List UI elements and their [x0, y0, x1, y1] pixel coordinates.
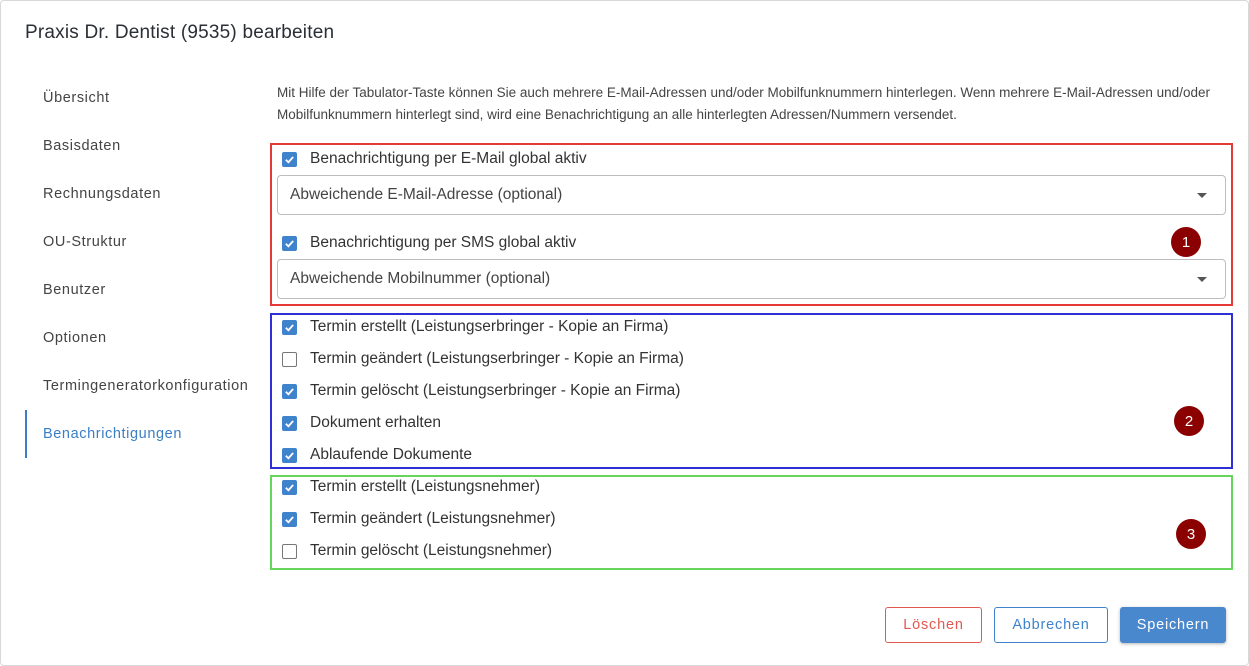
sms-global-checkbox-row[interactable] [282, 231, 576, 255]
annotation-marker-1: 1 [1171, 227, 1201, 257]
sidebar-item-rechnungsdaten[interactable]: Rechnungsdaten [43, 186, 162, 202]
sidebar-nav [25, 74, 261, 458]
sidebar-item-ou-struktur[interactable]: OU-Struktur [43, 234, 127, 250]
save-button[interactable]: Speichern [1120, 607, 1226, 643]
checkbox-checked-icon[interactable] [282, 236, 297, 251]
notification-label: Termin erstellt (Leistungsnehmer) [310, 478, 541, 495]
dialog-title: Praxis Dr. Dentist (9535) bearbeiten [25, 22, 335, 43]
notification-label: Dokument erhalten [310, 414, 441, 431]
notification-label: Termin gelöscht (Leistungsnehmer) [310, 542, 553, 559]
annotation-marker-3: 3 [1176, 519, 1206, 549]
caret-down-icon [1197, 193, 1207, 198]
checkbox-unchecked-icon[interactable] [282, 352, 297, 367]
sidebar-item-uebersicht[interactable]: Übersicht [43, 90, 110, 106]
company-notification-row[interactable] [282, 411, 441, 435]
mobile-select-placeholder: Abweichende Mobilnummer (optional) [290, 270, 551, 287]
checkbox-checked-icon[interactable] [282, 512, 297, 527]
company-notification-row[interactable] [282, 443, 472, 467]
delete-button[interactable]: Löschen [885, 607, 982, 643]
checkbox-checked-icon[interactable] [282, 416, 297, 431]
company-notification-row[interactable] [282, 379, 680, 403]
email-global-checkbox-row[interactable] [282, 147, 587, 171]
email-global-label: Benachrichtigung per E-Mail global aktiv [310, 150, 587, 167]
sidebar-item-optionen[interactable]: Optionen [43, 330, 107, 346]
annotation-marker-2: 2 [1174, 406, 1204, 436]
sidebar-item-benachrichtigungen[interactable]: Benachrichtigungen [25, 410, 261, 458]
notification-label: Termin gelöscht (Leistungserbringer - Kopie an Firma) [310, 382, 681, 399]
email-select-placeholder: Abweichende E-Mail-Adresse (optional) [290, 186, 563, 203]
checkbox-checked-icon[interactable] [282, 320, 297, 335]
notification-label: Termin geändert (Leistungserbringer - Kopie an Firma) [310, 350, 684, 367]
checkbox-checked-icon[interactable] [282, 480, 297, 495]
email-address-select[interactable] [277, 175, 1226, 215]
recipient-notification-row[interactable] [282, 507, 556, 531]
notification-label: Termin geändert (Leistungsnehmer) [310, 510, 556, 527]
checkbox-checked-icon[interactable] [282, 152, 297, 167]
company-notification-row[interactable] [282, 315, 668, 339]
checkbox-unchecked-icon[interactable] [282, 544, 297, 559]
sidebar-item-basisdaten[interactable]: Basisdaten [43, 138, 121, 154]
mobile-number-select[interactable] [277, 259, 1226, 299]
caret-down-icon [1197, 277, 1207, 282]
notification-label: Ablaufende Dokumente [310, 446, 473, 463]
sidebar-item-benutzer[interactable]: Benutzer [43, 282, 106, 298]
cancel-button[interactable]: Abbrechen [994, 607, 1108, 643]
sms-global-label: Benachrichtigung per SMS global aktiv [310, 234, 577, 251]
recipient-notification-row[interactable] [282, 475, 540, 499]
notification-label: Termin erstellt (Leistungserbringer - Kopie an Firma) [310, 318, 669, 335]
info-text: Mit Hilfe der Tabulator-Taste können Sie auch mehrere E-Mail-Adressen und/oder Mobilfunknummern hinterlegen. Wenn mehrere E-Mail-Adressen und/oder Mobilfunknummern hinterlegt sind, wird eine Benachrichtigung an alle hinterlegten Adressen/Nummern versendet. [277, 85, 1210, 122]
checkbox-checked-icon[interactable] [282, 384, 297, 399]
checkbox-checked-icon[interactable] [282, 448, 297, 463]
sidebar-item-termingeneratorkonfiguration[interactable]: Termingeneratorkonfiguration [43, 378, 249, 394]
recipient-notification-row[interactable] [282, 539, 552, 563]
company-notification-row[interactable] [282, 347, 684, 371]
